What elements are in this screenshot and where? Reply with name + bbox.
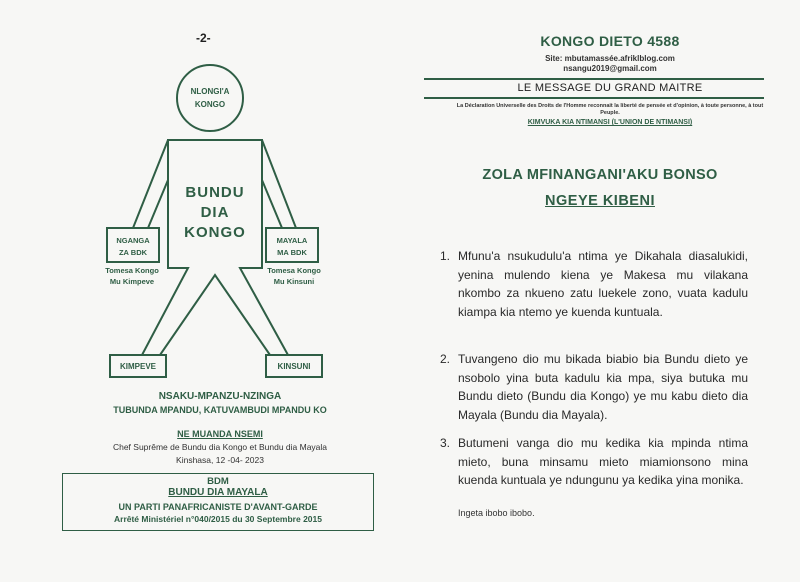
right-caption: Tomesa Kongo Mu Kinsuni xyxy=(267,266,321,286)
figure-left-arm xyxy=(133,140,168,228)
left-box-label: NGANGA ZA BDK xyxy=(116,236,150,257)
closing-line: Ingeta ibobo ibobo. xyxy=(458,508,535,518)
contact-email: nsangu2019@gmail.com xyxy=(563,64,657,73)
head-label: NLONGI'A KONGO xyxy=(190,87,230,109)
figure-right-arm xyxy=(262,140,296,228)
journal-title: KONGO DIETO 4588 xyxy=(540,33,680,49)
signatory-title: Chef Suprême de Bundu dia Kongo et Bundu dia Mayala xyxy=(112,442,328,452)
party-info-box xyxy=(62,473,374,531)
slogan-sub: TUBUNDA MPANDU, KATUVAMBUDI MPANDU KO xyxy=(113,405,327,415)
header-rule-top xyxy=(424,78,764,80)
signatory-name: NE MUANDA NSEMI xyxy=(177,429,263,439)
message-header: LE MESSAGE DU GRAND MAITRE xyxy=(517,82,703,94)
slogan-main: NSAKU-MPANZU-NZINGA xyxy=(158,391,282,402)
party-decree: Arrêté Ministériel n°040/2015 du 30 Septembre 2015 xyxy=(114,514,322,524)
article-title-line-1: ZOLA MFINANGANI'AKU BONSO xyxy=(482,167,718,183)
signatory-date: Kinshasa, 12 -04- 2023 xyxy=(176,455,264,465)
list-item: 2. Tuvangeno dio mu bikada biabio bia Bundu dieto ye nsobolo yina buta kadulu kia mpa, siya butuka mu Bundu dieto (Bundu dia Kongo) ye mu kabu dieto dia Mayala (Bundu dia Mayala). xyxy=(440,352,748,422)
kimvuka-label: KIMVUKA KIA NTIMANSI (L'UNION DE NTIMANSI) xyxy=(527,119,693,126)
party-tagline: UN PARTI PANAFRICANISTE D'AVANT-GARDE xyxy=(118,502,318,512)
list-item: 3. Butumeni vanga dio mu kedika kia mpinda ntima mieto, buna minsamu mieto miamionsono mina kuenda kuntuala ye ndungunu ya kedika yina monika. xyxy=(440,436,748,487)
header-rule-bottom xyxy=(424,97,764,99)
left-caption: Tomesa Kongo Mu Kimpeve xyxy=(105,266,159,286)
site-url: Site: mbutamassée.afriklblog.com xyxy=(545,54,675,63)
declaration-text: La Déclaration Universelle des Droits de l'Homme reconnait la liberté de pensée et d'opinion, à toute personne, à tout Peuple. xyxy=(456,103,764,116)
body-label: BUNDU DIA KONGO xyxy=(184,184,246,241)
party-abbr: BDM xyxy=(207,476,229,487)
party-name: BUNDU DIA MAYALA xyxy=(168,487,268,498)
page-number: -2- xyxy=(196,31,211,45)
article-title-line-2: NGEYE KIBENI xyxy=(545,193,655,209)
left-foot-label: KIMPEVE xyxy=(119,362,156,371)
list-item: 1. Mfunu'a nsukudulu'a ntima ye Dikahala diasalukidi, yenina mulendo kiena ye Makesa mu vilakana nkombo za nkueno zatu luekele zono, vuata kadulu kiampa kia ntemo ye kuenda kuntuala. xyxy=(440,249,748,319)
right-box-label: MAYALA MA BDK xyxy=(276,236,308,257)
right-foot-label: KINSUNI xyxy=(277,362,311,371)
